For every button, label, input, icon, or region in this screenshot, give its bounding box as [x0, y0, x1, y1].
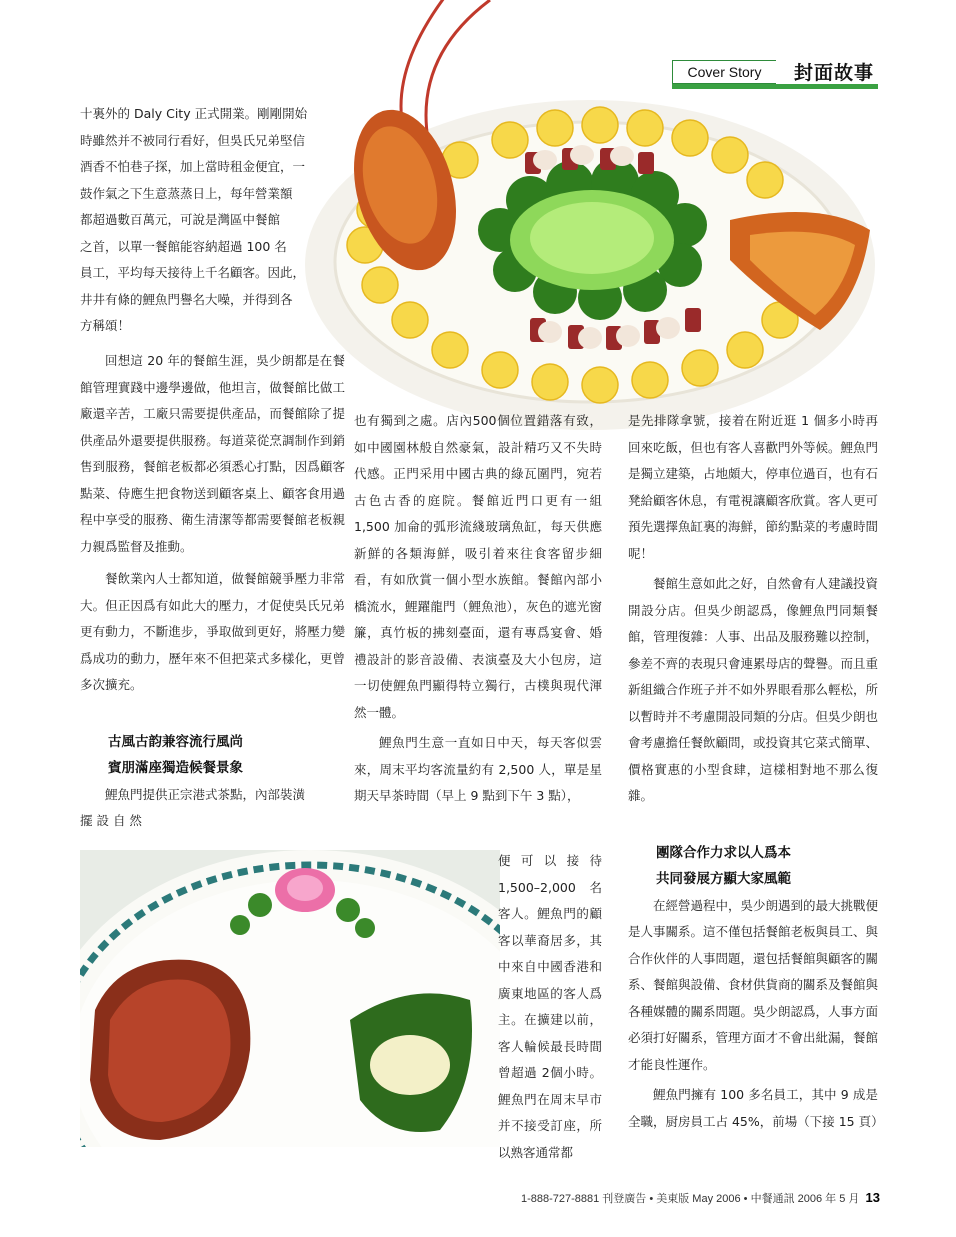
barbecue-fish-photo [80, 850, 500, 1147]
cover-story-tag: Cover Story [672, 60, 776, 84]
article-column-2-narrow [498, 848, 602, 1166]
col1-line-8: 井井有條的鯉魚門譽名大噪，并得到各 [80, 291, 293, 307]
footer-text: 1-888-727-8881 刊登廣告 • 美東版 May 2006 • 中餐通訊 2006 年 5 月 [520, 1193, 860, 1205]
col1-paragraph-4a: 鯉魚門提供正宗港式茶點，內部裝潢 [105, 786, 306, 802]
col1-paragraph-2: 回想這 20 年的餐館生涯，吳少朗都是在餐館管理實踐中邊學邊做，他坦言，做餐館比做工廠還辛苦，工廠只需要提供產品，而餐館除了提供產品外還要提供服務。每道菜從烹調制作到銷售到服務，餐館老板都必須悉心打點，因爲顧客點菜、侍應生把食物送到顧客桌上、顧客食用過程中享受的服務、衛生清潔等都需要餐館老板親力親爲監督及推動。 [80, 353, 345, 554]
article-column-1 [80, 101, 316, 340]
page-number: 13 [865, 1190, 880, 1205]
col1-line-5: 都超過數百萬元，可說是灣區中餐館 [80, 212, 281, 227]
col2-paragraph-2b: 便可以接待 1,500–2,000 名客人。鯉魚門的顧客以華裔居多，其中來自中國香港和廣東地區的客人爲主。在擴建以前，客人輪候最長時間曾超過 2個小時。鯉魚門在周末早市并不接受訂座，所以熟客通常都 [498, 853, 602, 1160]
col1-line-1: 十裏外的 Daly City 正式開業。剛剛開始 [80, 106, 308, 121]
col3-paragraph-2: 餐館生意如此之好，自然會有人建議投資開設分店。但吳少朗認爲，像鯉魚門同類餐館，管理復雜：人事、出品及服務難以控制，參差不齊的表現只會連累母店的聲譽。而且重新組織合作班子并不如外界眼看那么輕松，所以暫時并不考慮開設同類的分店。但吳少朗也會考慮擔任餐飲顧問，或投資其它菜式簡單、價格實惠的小型食肆，這樣相對地不那么復雜。 [628, 576, 879, 803]
lobster-dish-photo [300, 0, 900, 440]
col3-paragraph-3: 在經營過程中，吳少朗遇到的最大挑戰便是人事關系。這不僅包括餐館老板與員工、與合作伙伴的人事問題，還包括餐館與顧客的關系、餐館與設備、食材供貨商的關系及餐館與各種媒體的關系問題。吳少朗認爲，人事方面必須打好關系，管理方面才不會出紕漏，餐館才能良性運作。 [628, 897, 879, 1072]
col1-line-7: 員工，平均每天接待上千名顧客。因此， [80, 265, 306, 280]
col1-subhead-2: 賓朋滿座獨造候餐景象 [108, 760, 243, 776]
col1-line-4: 鼓作氣之下生意蒸蒸日上，每年營業額 [80, 185, 293, 201]
col3-subhead-1: 團隊合作力求以人爲本 [656, 844, 791, 861]
col1-line-3: 酒香不怕巷子探，加上當時租金便宜，一 [80, 159, 306, 174]
col3-paragraph-4: 鯉魚門擁有 100 多名員工，其中 9 成是全職，厨房員工占 45%，前場（下接 15 頁） [628, 1087, 884, 1129]
col1-paragraph-3: 餐飲業內人士都知道，做餐館競爭壓力非常大。但正因爲有如此大的壓力，才促使吳氏兄弟更有動力，不斷進步，爭取做到更好，將壓力變爲成功的動力，歷年來不但把菜式多樣化，更曾多次擴充。 [80, 571, 345, 692]
article-column-1-continued [80, 340, 345, 835]
col1-line-6: 之首，以單一餐館能容納超過 100 名 [80, 238, 287, 254]
col3-paragraph-1: 是先排隊拿號，接着在附近逛 1 個多小時再回來吃飯，但也有客人喜歡門外等候。鯉魚門是獨立建築，占地頗大，停車位過百，也有石凳給顧客休息，有電視讓顧客欣賞。客人更可預先選擇魚缸裏的海鮮，節約點菜的考慮時間呢！ [628, 413, 879, 561]
page-footer [440, 1190, 880, 1206]
col1-line-9: 方稱頌！ [80, 318, 131, 333]
section-title: 封面故事 [794, 62, 875, 84]
article-column-2 [354, 408, 602, 810]
col2-paragraph-2: 鯉魚門生意一直如日中天，每天客似雲來，周末平均客流量約有 2,500 人，單是星期天早茶時間（早上 9 點到下午 3 點）， [354, 735, 602, 803]
col2-paragraph-1: 也有獨到之處。店內500個位置錯落有致，如中國園林般自然豪氣，設計精巧又不失時代感。正門采用中國古典的綠瓦圍門，宛若古色古香的庭院。餐館近門口更有一組 1,500 加侖的弧形流綫玻璃魚缸，每天供應新鮮的各類海鮮，吸引着來往食客留步細看，有如欣賞一個小型水族館。餐館內部小橋流水，鯉躍龍門（鯉魚池），灰色的遮光窗簾，真竹板的拂刻臺面，還有專爲宴會、婚禮設計的影音設備、表演臺及大小包房，這一切使鯉魚門顯得特立獨行，古樸與現代渾然一體。 [354, 413, 602, 720]
col3-subhead-2: 共同發展方顯大家風範 [656, 871, 791, 887]
col1-paragraph-4b: 擺 設 自 然 [80, 813, 142, 828]
col1-subhead-1: 古風古韵兼容流行風尚 [108, 733, 243, 750]
col1-line-2: 時雖然并不被同行看好，但吳氏兄弟堅信 [80, 132, 306, 148]
article-column-3 [628, 408, 884, 1135]
